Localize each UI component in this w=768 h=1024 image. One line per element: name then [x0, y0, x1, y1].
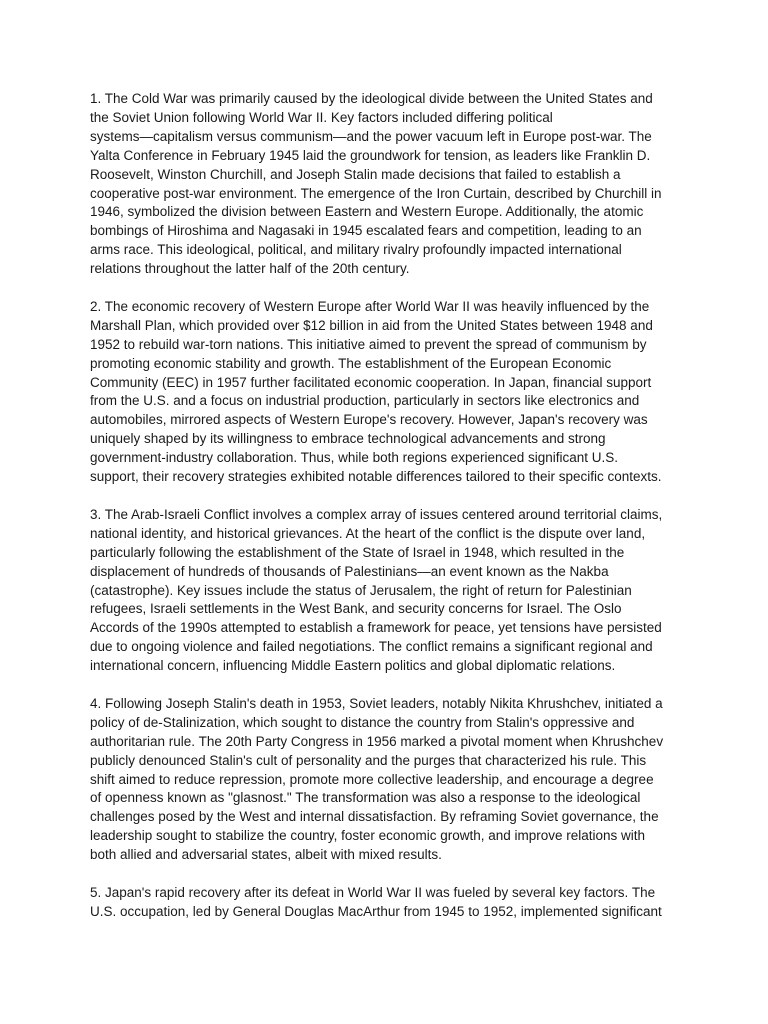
text-line: 1946, symbolized the division between Eastern and Western Europe. Additionally, the atomic — [90, 204, 644, 220]
text-line: systems—capitalism versus communism—and the power vacuum left in Europe post-war. The — [90, 128, 652, 144]
text-line: challenges posed by the West and internal dissatisfaction. By reframing Soviet governance, the — [90, 809, 659, 825]
paragraph-5 — [90, 884, 688, 922]
text-line: shift aimed to reduce repression, promote more collective leadership, and encourage a degree — [90, 771, 654, 787]
text-line: Community (EEC) in 1957 further facilitated economic cooperation. In Japan, financial support — [90, 374, 652, 390]
text-line: Roosevelt, Winston Churchill, and Joseph Stalin made decisions that failed to establish a — [90, 166, 621, 182]
text-line: 2. The economic recovery of Western Europe after World War II was heavily influenced by the — [90, 298, 650, 314]
text-line: 5. Japan's rapid recovery after its defeat in World War II was fueled by several key factors. The — [90, 885, 656, 900]
text-line: displacement of hundreds of thousands of Palestinians—an event known as the Nakba — [90, 563, 609, 579]
text-line: (catastrophe). Key issues include the status of Jerusalem, the right of return for Palestinian — [90, 582, 632, 598]
text-line: publicly denounced Stalin's cult of personality and the purges that characterized his rule. This — [90, 752, 647, 768]
text-line: national identity, and historical grievances. At the heart of the conflict is the dispute over land, — [90, 525, 646, 541]
text-line: 1. The Cold War was primarily caused by the ideological divide between the United States and — [90, 91, 653, 106]
text-line: international concern, influencing Middle Eastern politics and global diplomatic relations. — [90, 658, 616, 674]
document-body — [90, 90, 688, 941]
paragraph-4 — [90, 695, 688, 865]
text-line: refugees, Israeli settlements in the West Bank, and security concerns for Israel. The Oslo — [90, 601, 622, 617]
text-line: relations throughout the latter half of the 20th century. — [90, 261, 410, 277]
text-line: 4. Following Joseph Stalin's death in 1953, Soviet leaders, notably Nikita Khrushchev, initiated a — [90, 695, 663, 711]
text-line: Accords of the 1990s attempted to establish a framework for peace, yet tensions have persisted — [90, 620, 662, 636]
text-line: automobiles, mirrored aspects of Western Europe's recovery. However, Japan's recovery was — [90, 412, 648, 428]
text-line: uniquely shaped by its willingness to embrace technological advancements and strong — [90, 431, 606, 447]
paragraph-3 — [90, 506, 688, 676]
text-line: 1952 to rebuild war-torn nations. This initiative aimed to prevent the spread of communism by — [90, 336, 647, 352]
text-line: leadership sought to stabilize the country, foster economic growth, and improve relations with — [90, 828, 646, 844]
text-line: promoting economic stability and growth. The establishment of the European Economic — [90, 355, 612, 371]
text-line: support, their recovery strategies exhibited notable differences tailored to their specific contexts. — [90, 469, 662, 485]
text-line: government-industry collaboration. Thus, while both regions experienced significant U.S. — [90, 450, 619, 466]
text-line: 3. The Arab-Israeli Conflict involves a complex array of issues centered around territorial claims, — [90, 506, 663, 522]
text-line: both allied and adversarial states, albeit with mixed results. — [90, 847, 442, 863]
text-line: due to ongoing violence and failed negotiations. The conflict remains a significant regional and — [90, 639, 653, 655]
text-line: policy of de-Stalinization, which sought to distance the country from Stalin's oppressive and — [90, 714, 635, 730]
text-line: Marshall Plan, which provided over $12 billion in aid from the United States between 1948 and — [90, 317, 653, 333]
paragraph-2 — [90, 298, 688, 487]
text-line: authoritarian rule. The 20th Party Congress in 1956 marked a pivotal moment when Khrushchev — [90, 733, 664, 749]
text-line: U.S. occupation, led by General Douglas MacArthur from 1945 to 1952, implemented significant — [90, 903, 662, 919]
text-line: particularly following the establishment of the State of Israel in 1948, which resulted in the — [90, 544, 625, 560]
paragraph-1 — [90, 90, 688, 279]
text-line: of openness known as "glasnost." The transformation was also a response to the ideological — [90, 790, 641, 806]
text-line: arms race. This ideological, political, and military rivalry profoundly impacted international — [90, 242, 622, 258]
text-line: cooperative post-war environment. The emergence of the Iron Curtain, described by Churchill in — [90, 185, 662, 201]
text-line: the Soviet Union following World War II. Key factors included differing political — [90, 109, 553, 125]
text-line: Yalta Conference in February 1945 laid the groundwork for tension, as leaders like Franklin D. — [90, 147, 651, 163]
text-line: bombings of Hiroshima and Nagasaki in 1945 escalated fears and competition, leading to an — [90, 223, 642, 239]
text-line: from the U.S. and a focus on industrial production, particularly in sectors like electronics and — [90, 393, 640, 409]
